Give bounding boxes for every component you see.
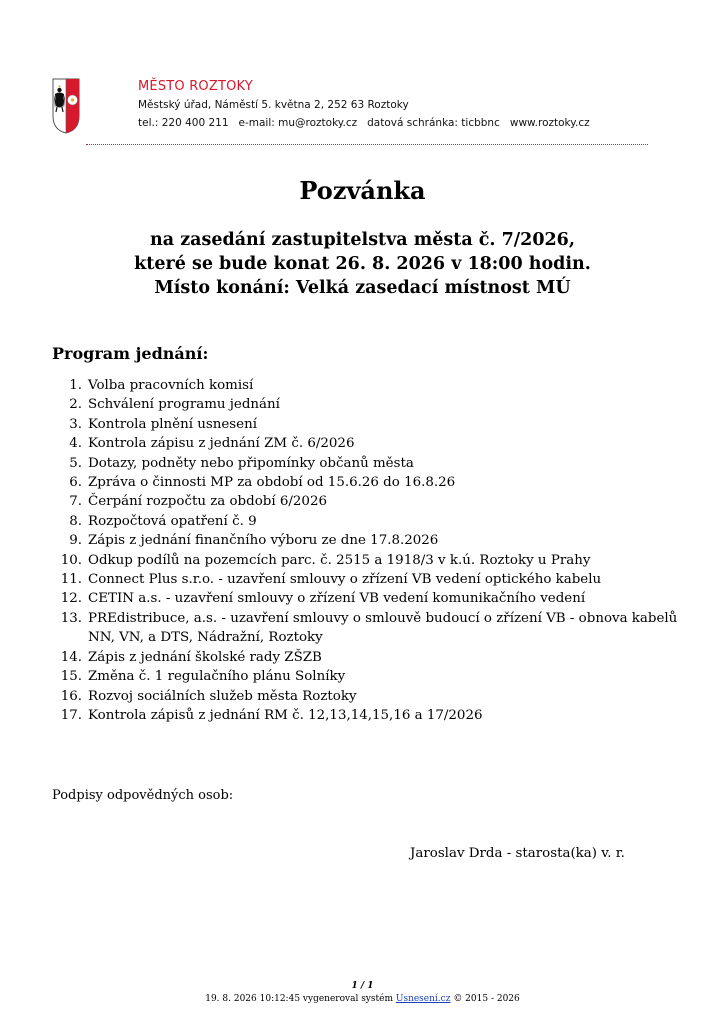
- meeting-info-line: které se bude konat 26. 8. 2026 v 18:00 hodin.: [134, 254, 591, 274]
- item-text: Schválení programu jednání: [88, 397, 280, 413]
- header-divider: [86, 144, 648, 145]
- item-number: 9.: [69, 533, 82, 549]
- item-text: Odkup podílů na pozemcích parc. č. 2515 a 1918/3 v k.ú. Roztoky u Prahy: [88, 552, 591, 568]
- item-text: Zápis z jednání školské rady ZŠZB: [88, 649, 322, 665]
- item-number: 7.: [69, 494, 82, 510]
- item-number: 17.: [60, 707, 82, 723]
- item-number: 1.: [69, 378, 82, 393]
- item-number: 8.: [69, 513, 82, 529]
- document-title: Pozvánka: [299, 176, 426, 205]
- item-text: Dotazy, podněty nebo připomínky občanů města: [88, 455, 414, 471]
- item-text: Kontrola zápisů z jednání RM č. 12,13,14,15,16 a 17/2026: [88, 707, 483, 723]
- signatures-label: Podpisy odpovědných osob:: [52, 788, 234, 803]
- program-item: [52, 609, 692, 648]
- program-item: [52, 667, 692, 686]
- meeting-info-line: na zasedání zastupitelstva města č. 7/2026,: [150, 230, 575, 250]
- item-number: 4.: [69, 436, 82, 452]
- coat-of-arms-icon: [52, 78, 80, 134]
- item-number: 6.: [69, 475, 82, 491]
- town-name: MĚSTO ROZTOKY: [138, 79, 253, 94]
- item-text: Kontrola plnění usnesení: [88, 416, 258, 432]
- item-number: 16.: [60, 688, 82, 704]
- usneseni-link[interactable]: Usnesení.cz: [395, 994, 451, 1004]
- item-number: 14.: [60, 649, 82, 665]
- item-number: 10.: [60, 552, 82, 568]
- item-text: Volba pracovních komisí: [88, 378, 254, 393]
- item-number: 5.: [69, 455, 82, 471]
- generated-footer: [0, 994, 725, 1004]
- item-number: 3.: [69, 416, 82, 432]
- office-address: Městský úřad, Náměstí 5. května 2, 252 63 Roztoky: [138, 99, 409, 111]
- item-number: 15.: [60, 669, 82, 685]
- program-item: [52, 648, 692, 667]
- item-text: Connect Plus s.r.o. - uzavření smlouvy o zřízení VB vedení optického kabelu: [88, 572, 602, 588]
- program-item: [52, 376, 692, 395]
- letterhead: [52, 78, 652, 146]
- program-item: [52, 570, 692, 589]
- program-item: [52, 415, 692, 434]
- letterhead-text: [138, 78, 590, 132]
- program-item: [52, 687, 692, 706]
- item-text: CETIN a.s. - uzavření smlouvy o zřízení VB vedení komunikačního vedení: [88, 591, 586, 607]
- item-number: 2.: [69, 397, 82, 413]
- meeting-info-line: Místo konání: Velká zasedací místnost MÚ: [154, 278, 571, 298]
- item-text: PREdistribuce, a.s. - uzavření smlouvy o smlouvě budoucí o zřízení VB - obnova kabelů NN, VN, a DTS, Nádražní, Roztoky: [88, 610, 678, 646]
- program-item: [52, 551, 692, 570]
- program-item: [52, 434, 692, 453]
- item-text: Rozpočtová opatření č. 9: [88, 513, 257, 529]
- item-text: Zpráva o činnosti MP za období od 15.6.26 do 16.8.26: [88, 475, 456, 491]
- item-text: Zápis z jednání finančního výboru ze dne 17.8.2026: [88, 533, 439, 549]
- program-item: [52, 395, 692, 414]
- program-item: [52, 531, 692, 550]
- item-text: Kontrola zápisu z jednání ZM č. 6/2026: [88, 436, 355, 452]
- program-item: [52, 454, 692, 473]
- program-item: [52, 706, 692, 725]
- item-text: Změna č. 1 regulačního plánu Solníky: [88, 669, 346, 685]
- signer-name: Jaroslav Drda - starosta(ka) v. r.: [410, 846, 625, 861]
- footer-generated-text: 19. 8. 2026 10:12:45 vygeneroval systém: [205, 994, 396, 1004]
- meeting-info: [0, 228, 725, 300]
- page-number: 1 / 1: [351, 981, 374, 991]
- item-text: Čerpání rozpočtu za období 6/2026: [88, 494, 327, 510]
- program-list: [52, 376, 692, 725]
- program-item: [52, 589, 692, 608]
- item-number: 11.: [60, 572, 82, 588]
- program-item: [52, 512, 692, 531]
- item-number: 12.: [60, 591, 82, 607]
- office-contacts: tel.: 220 400 211 e-mail: mu@roztoky.cz datová schránka: ticbbnc www.roztoky.cz: [138, 117, 590, 129]
- program-item: [52, 473, 692, 492]
- footer-copyright: © 2015 - 2026: [450, 994, 520, 1004]
- program-heading: Program jednání:: [52, 344, 209, 363]
- program-item: [52, 492, 692, 511]
- item-number: 13.: [60, 610, 82, 626]
- item-text: Rozvoj sociálních služeb města Roztoky: [88, 688, 357, 704]
